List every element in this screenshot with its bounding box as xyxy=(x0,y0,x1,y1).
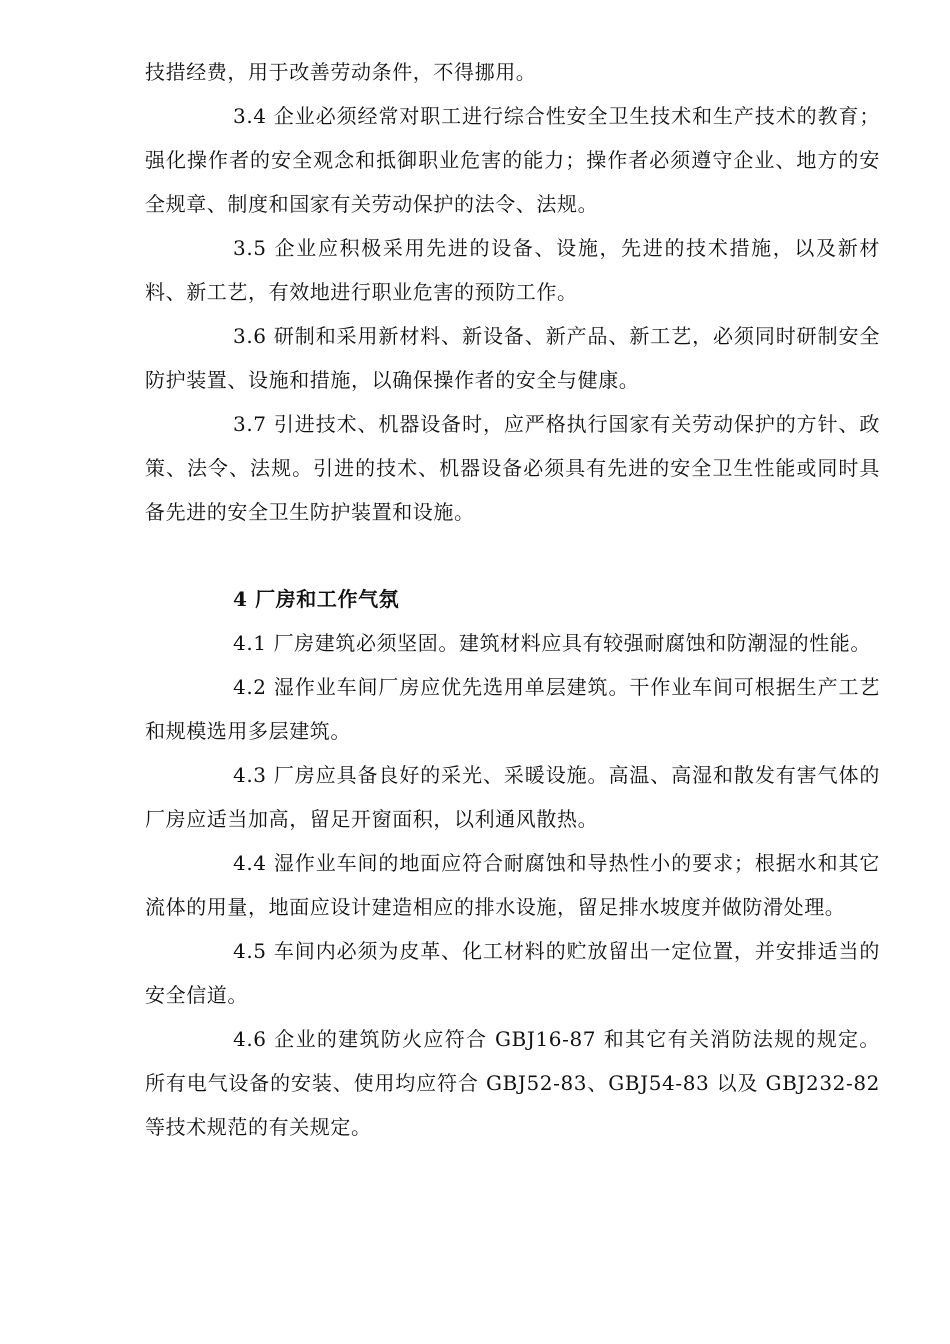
paragraph-4-2: 4.2 湿作业车间厂房应优先选用单层建筑。干作业车间可根据生产工艺和规模选用多层建筑。 xyxy=(145,675,880,743)
paragraph-3-7: 3.7 引进技术、机器设备时，应严格执行国家有关劳动保护的方针、政策、法令、法规。引进的技术、机器设备必须具有先进的安全卫生性能或同时具备先进的安全卫生防护装置和设施。 xyxy=(145,412,880,524)
paragraph-4-3: 4.3 厂房应具备良好的采光、采暖设施。高温、高湿和散发有害气体的厂房应适当加高，留足开窗面积，以利通风散热。 xyxy=(145,763,880,831)
section-heading-4: 4 厂房和工作气氛 xyxy=(233,587,400,611)
paragraph-4-4: 4.4 湿作业车间的地面应符合耐腐蚀和导热性小的要求；根据水和其它流体的用量，地面应设计建造相应的排水设施，留足排水坡度并做防滑处理。 xyxy=(145,851,880,919)
paragraph-continuation: 技措经费，用于改善劳动条件，不得挪用。 xyxy=(145,60,537,84)
paragraph-4-6: 4.6 企业的建筑防火应符合 GBJ16-87 和其它有关消防法规的规定。所有电气设备的安装、使用均应符合 GBJ52-83、GBJ54-83 以及 GBJ232-82 等技术规范的有关规定。 xyxy=(145,1027,880,1139)
paragraph-3-5: 3.5 企业应积极采用先进的设备、设施，先进的技术措施，以及新材料、新工艺，有效地进行职业危害的预防工作。 xyxy=(145,236,880,304)
paragraph-3-4: 3.4 企业必须经常对职工进行综合性安全卫生技术和生产技术的教育；强化操作者的安全观念和抵御职业危害的能力；操作者必须遵守企业、地方的安全规章、制度和国家有关劳动保护的法令、法规。 xyxy=(145,104,880,216)
document-body xyxy=(145,50,880,1149)
paragraph-4-1: 4.1 厂房建筑必须坚固。建筑材料应具有较强耐腐蚀和防潮湿的性能。 xyxy=(233,631,871,655)
paragraph-4-5: 4.5 车间内必须为皮革、化工材料的贮放留出一定位置，并安排适当的安全信道。 xyxy=(145,939,880,1007)
paragraph-3-6: 3.6 研制和采用新材料、新设备、新产品、新工艺，必须同时研制安全防护装置、设施和措施，以确保操作者的安全与健康。 xyxy=(145,324,880,392)
